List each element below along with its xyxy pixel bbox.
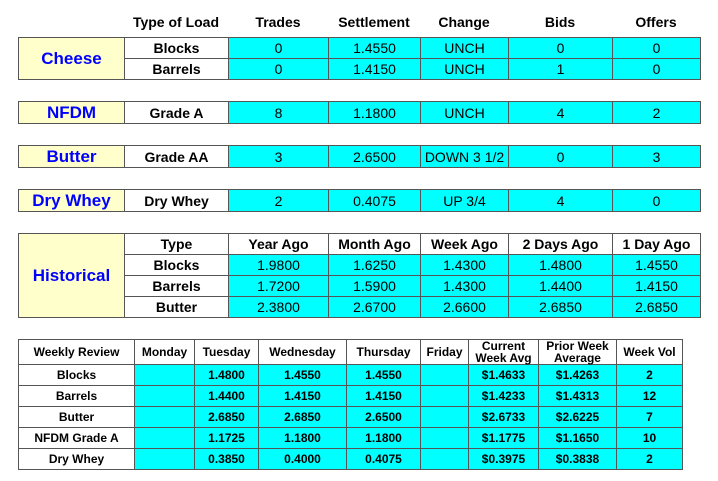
weekly-cell: 1.4150	[259, 386, 347, 407]
weekly-row-label: Barrels	[19, 386, 135, 407]
historical-cell: 1.6250	[329, 255, 421, 276]
historical-cell: 1.5900	[329, 276, 421, 297]
weekly-cell: 2	[617, 365, 683, 386]
cheese-blocks-bids: 0	[509, 38, 613, 59]
historical-cell: 2.3800	[229, 297, 329, 318]
butter-name: Butter	[19, 146, 125, 168]
cheese-blocks-change: UNCH	[421, 38, 509, 59]
drywhey-change: UP 3/4	[421, 190, 509, 212]
header-bids: Bids	[544, 14, 576, 30]
weekly-row-label: Dry Whey	[19, 449, 135, 470]
historical-cell: 2.6850	[509, 297, 613, 318]
butter-settlement: 2.6500	[329, 146, 421, 168]
weekly-cell: $1.1775	[469, 428, 539, 449]
weekly-row-label: Butter	[19, 407, 135, 428]
historical-cell: 2.6600	[421, 297, 509, 318]
cheese-barrels-settlement: 1.4150	[329, 59, 421, 80]
weekly-cell: $1.1650	[539, 428, 617, 449]
cheese-table	[18, 37, 701, 80]
butter-change: DOWN 3 1/2	[421, 146, 509, 168]
cheese-barrels-bids: 1	[509, 59, 613, 80]
weekly-cell	[135, 407, 195, 428]
weekly-cell	[135, 365, 195, 386]
weekly-cell: 2.6500	[347, 407, 421, 428]
historical-cell: 1.7200	[229, 276, 329, 297]
weekly-cell: 1.4400	[195, 386, 259, 407]
historical-name: Historical	[19, 234, 125, 318]
header-change: Change	[438, 14, 490, 30]
weekly-cell	[135, 449, 195, 470]
weekly-row	[19, 386, 683, 407]
header-offers: Offers	[635, 14, 677, 30]
weekly-cell: 2.6850	[195, 407, 259, 428]
historical-cell: 1.4400	[509, 276, 613, 297]
header-trades: Trades	[255, 14, 301, 30]
weekly-header-tuesday: Tuesday	[195, 340, 259, 365]
weekly-cell	[421, 386, 469, 407]
historical-cell: 1.4800	[509, 255, 613, 276]
drywhey-offers: 0	[613, 190, 701, 212]
historical-cell: 1.4550	[613, 255, 701, 276]
weekly-cell: 1.4150	[347, 386, 421, 407]
cheese-blocks-settlement: 1.4550	[329, 38, 421, 59]
drywhey-type: Dry Whey	[125, 190, 229, 212]
weekly-cell: $0.3975	[469, 449, 539, 470]
weekly-cell: 0.4075	[347, 449, 421, 470]
drywhey-bids: 4	[509, 190, 613, 212]
weekly-cell	[421, 428, 469, 449]
weekly-header-week-vol: Week Vol	[617, 340, 683, 365]
nfdm-change: UNCH	[421, 102, 509, 124]
historical-cell: 1.4150	[613, 276, 701, 297]
cheese-name: Cheese	[19, 38, 125, 80]
weekly-header-prior-week-average: Prior Week Average	[539, 340, 617, 365]
nfdm-name: NFDM	[19, 102, 125, 124]
weekly-cell: 1.4800	[195, 365, 259, 386]
cheese-blocks-trades: 0	[229, 38, 329, 59]
historical-header-2-days-ago: 2 Days Ago	[509, 234, 613, 255]
weekly-header-thursday: Thursday	[347, 340, 421, 365]
nfdm-table	[18, 101, 701, 124]
header-type-of-load: Type of Load	[132, 14, 220, 30]
cheese-blocks-label: Blocks	[125, 38, 229, 59]
weekly-cell: $1.4263	[539, 365, 617, 386]
historical-cell: 2.6700	[329, 297, 421, 318]
weekly-cell	[421, 365, 469, 386]
historical-table	[18, 233, 701, 318]
butter-bids: 0	[509, 146, 613, 168]
weekly-header-monday: Monday	[135, 340, 195, 365]
historical-header-year-ago: Year Ago	[229, 234, 329, 255]
weekly-cell: 12	[617, 386, 683, 407]
header-settlement: Settlement	[338, 14, 410, 30]
butter-trades: 3	[229, 146, 329, 168]
weekly-header-friday: Friday	[421, 340, 469, 365]
weekly-row	[19, 449, 683, 470]
historical-cell: 2.6850	[613, 297, 701, 318]
drywhey-settlement: 0.4075	[329, 190, 421, 212]
weekly-header-current-week-avg: Current Week Avg	[469, 340, 539, 365]
weekly-row	[19, 365, 683, 386]
weekly-cell	[421, 449, 469, 470]
nfdm-bids: 4	[509, 102, 613, 124]
historical-row-label: Butter	[125, 297, 229, 318]
weekly-header-review: Weekly Review	[19, 340, 135, 365]
historical-cell: 1.4300	[421, 276, 509, 297]
cheese-blocks-offers: 0	[613, 38, 701, 59]
nfdm-offers: 2	[613, 102, 701, 124]
weekly-cell: $0.3838	[539, 449, 617, 470]
weekly-row	[19, 428, 683, 449]
weekly-cell: 1.4550	[347, 365, 421, 386]
weekly-cell	[135, 386, 195, 407]
weekly-cell: 10	[617, 428, 683, 449]
nfdm-settlement: 1.1800	[329, 102, 421, 124]
weekly-cell: 2.6850	[259, 407, 347, 428]
weekly-row	[19, 407, 683, 428]
weekly-cell: $2.6225	[539, 407, 617, 428]
weekly-cell: 7	[617, 407, 683, 428]
historical-header-1-day-ago: 1 Day Ago	[613, 234, 701, 255]
weekly-cell: 0.3850	[195, 449, 259, 470]
historical-row-label: Barrels	[125, 276, 229, 297]
weekly-cell: $2.6733	[469, 407, 539, 428]
weekly-review-table	[18, 339, 683, 470]
weekly-cell	[135, 428, 195, 449]
weekly-cell: 1.1800	[259, 428, 347, 449]
weekly-cell: $1.4233	[469, 386, 539, 407]
drywhey-name: Dry Whey	[19, 190, 125, 212]
nfdm-type: Grade A	[125, 102, 229, 124]
weekly-cell: 1.4550	[259, 365, 347, 386]
drywhey-table	[18, 189, 701, 212]
butter-table	[18, 145, 701, 168]
cheese-barrels-offers: 0	[613, 59, 701, 80]
weekly-cell: 1.1800	[347, 428, 421, 449]
weekly-row-label: NFDM Grade A	[19, 428, 135, 449]
weekly-cell: 2	[617, 449, 683, 470]
butter-type: Grade AA	[125, 146, 229, 168]
weekly-cell: 1.1725	[195, 428, 259, 449]
weekly-cell: $1.4313	[539, 386, 617, 407]
cheese-barrels-change: UNCH	[421, 59, 509, 80]
nfdm-trades: 8	[229, 102, 329, 124]
historical-cell: 1.4300	[421, 255, 509, 276]
historical-row-label: Blocks	[125, 255, 229, 276]
historical-cell: 1.9800	[229, 255, 329, 276]
drywhey-trades: 2	[229, 190, 329, 212]
weekly-row-label: Blocks	[19, 365, 135, 386]
historical-header-type: Type	[125, 234, 229, 255]
cheese-barrels-label: Barrels	[125, 59, 229, 80]
historical-header-week-ago: Week Ago	[421, 234, 509, 255]
weekly-header-wednesday: Wednesday	[259, 340, 347, 365]
weekly-cell: $1.4633	[469, 365, 539, 386]
cheese-barrels-trades: 0	[229, 59, 329, 80]
butter-offers: 3	[613, 146, 701, 168]
historical-header-month-ago: Month Ago	[329, 234, 421, 255]
weekly-cell	[421, 407, 469, 428]
weekly-cell: 0.4000	[259, 449, 347, 470]
